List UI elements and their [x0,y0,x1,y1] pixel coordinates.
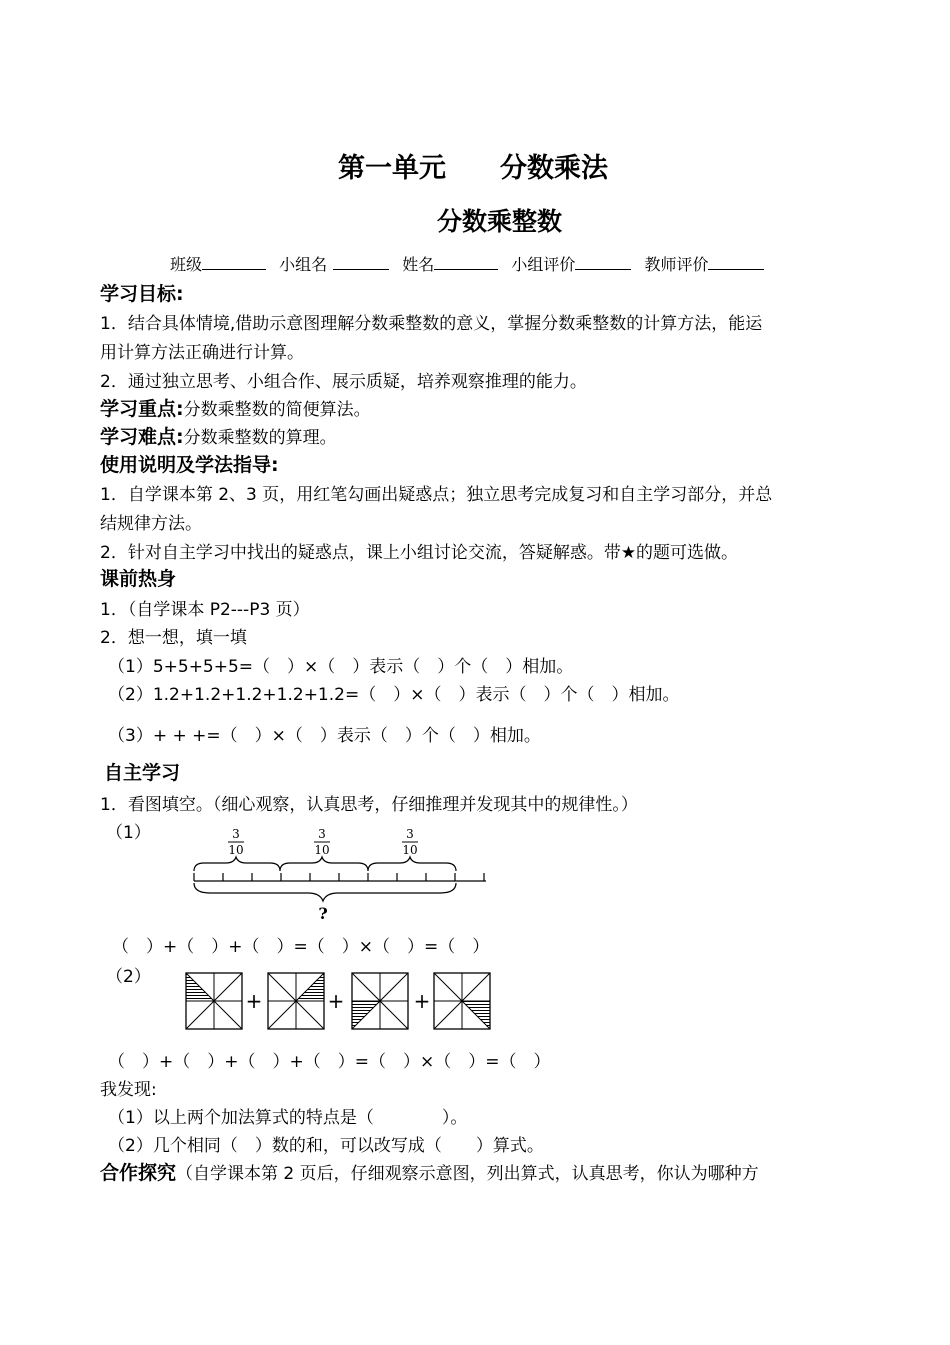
svg-text:10: 10 [314,843,330,857]
unit-title: 第一单元 分数乘法 [338,153,608,184]
brace-top-2 [280,857,368,871]
brace-bottom [194,883,456,901]
fraction-label-1 [228,827,244,857]
name-field[interactable] [434,254,498,270]
difficulty [100,422,337,449]
warmup-item-1: 1．（自学课本 P2---P3 页） [100,600,310,620]
cooperation-heading: 合作探究 [100,1162,177,1184]
warmup-heading: 课前热身 [100,568,177,590]
question-mark: ? [318,904,328,923]
fraction-label-2 [314,827,330,857]
svg-text:3: 3 [406,827,414,841]
plus-1: + [245,989,263,1013]
group-field[interactable] [333,254,389,270]
brace-top-3 [368,857,456,871]
teacher-eval-label: 教师评价 [644,255,709,274]
plus-2: + [327,989,345,1013]
warmup-question-2: （2）1.2+1.2+1.2+1.2+1.2=（ ）×（ ）表示（ ）个（ ）相加。 [108,685,680,705]
objective-1-line1: 1．结合具体情境,借助示意图理解分数乘整数的意义，掌握分数乘整数的计算方法，能运 [100,314,763,334]
instruction-2: 2．针对自主学习中找出的疑惑点，课上小组讨论交流，答疑解惑。带★的题可选做。 [100,543,739,563]
svg-text:10: 10 [402,843,418,857]
discover-2: （2）几个相同（ ）数的和，可以改写成（ ）算式。 [108,1136,544,1156]
objective-1-line2: 用计算方法正确进行计算。 [100,343,304,363]
number-line-diagram [190,825,490,925]
teacher-eval-field[interactable] [708,254,764,270]
instruction-1-line2: 结规律方法。 [100,514,202,534]
lesson-title: 分数乘整数 [437,207,563,236]
brace-top-1 [194,857,280,871]
svg-text:3: 3 [232,827,240,841]
self-study-heading: 自主学习 [104,762,181,784]
group-eval-label: 小组评价 [511,255,576,274]
group-eval-field[interactable] [575,254,631,270]
objective-2: 2．通过独立思考、小组合作、展示质疑，培养观察推理的能力。 [100,372,587,392]
info-row [170,252,764,275]
discover-label: 我发现: [100,1080,157,1100]
square-4 [434,973,490,1029]
self-study-item-1: 1．看图填空。（细心观察，认真思考，仔细推理并发现其中的规律性。） [100,795,638,815]
equation-2: （ ）+（ ）+（ ）+（ ）=（ ）×（ ）=（ ） [108,1052,551,1072]
class-field[interactable] [202,254,266,270]
square-3 [352,973,408,1029]
svg-text:10: 10 [228,843,244,857]
cooperation [100,1158,759,1185]
number-line-ticks [194,873,484,881]
equation-1: （ ）+（ ）+（ ）=（ ）×（ ）=（ ） [112,937,490,957]
objectives-heading: 学习目标: [100,283,184,305]
warmup-item-2: 2．想一想，填一填 [100,628,247,648]
svg-text:3: 3 [318,827,326,841]
square-2 [268,973,324,1029]
key-point [100,394,371,421]
class-label: 班级 [170,255,203,274]
difficulty-heading: 学习难点: [100,426,184,448]
key-point-heading: 学习重点: [100,398,184,420]
name-label: 姓名 [402,255,435,274]
warmup-question-1: （1）5+5+5+5=（ ）×（ ）表示（ ）个（ ）相加。 [108,657,574,677]
warmup-question-3: （3）+ + +=（ ）×（ ）表示（ ）个（ ）相加。 [108,726,541,746]
cooperation-text: （自学课本第 2 页后，仔细观察示意图，列出算式，认真思考，你认为哪种方 [176,1164,759,1184]
key-point-text: 分数乘整数的简便算法。 [183,400,371,420]
difficulty-text: 分数乘整数的算理。 [183,428,337,448]
fraction-label-3 [402,827,418,857]
square-1 [186,973,242,1029]
problem-2-label: （2） [106,967,151,987]
squares-diagram [184,970,504,1032]
instruction-1-line1: 1．自学课本第 2、3 页，用红笔勾画出疑惑点；独立思考完成复习和自主学习部分，并总 [100,485,773,505]
discover-1: （1）以上两个加法算式的特点是（ ）。 [108,1108,468,1128]
plus-3: + [413,989,431,1013]
problem-1-label: （1） [106,823,151,843]
instructions-heading: 使用说明及学法指导: [100,454,279,476]
group-label: 小组名 [279,255,328,274]
